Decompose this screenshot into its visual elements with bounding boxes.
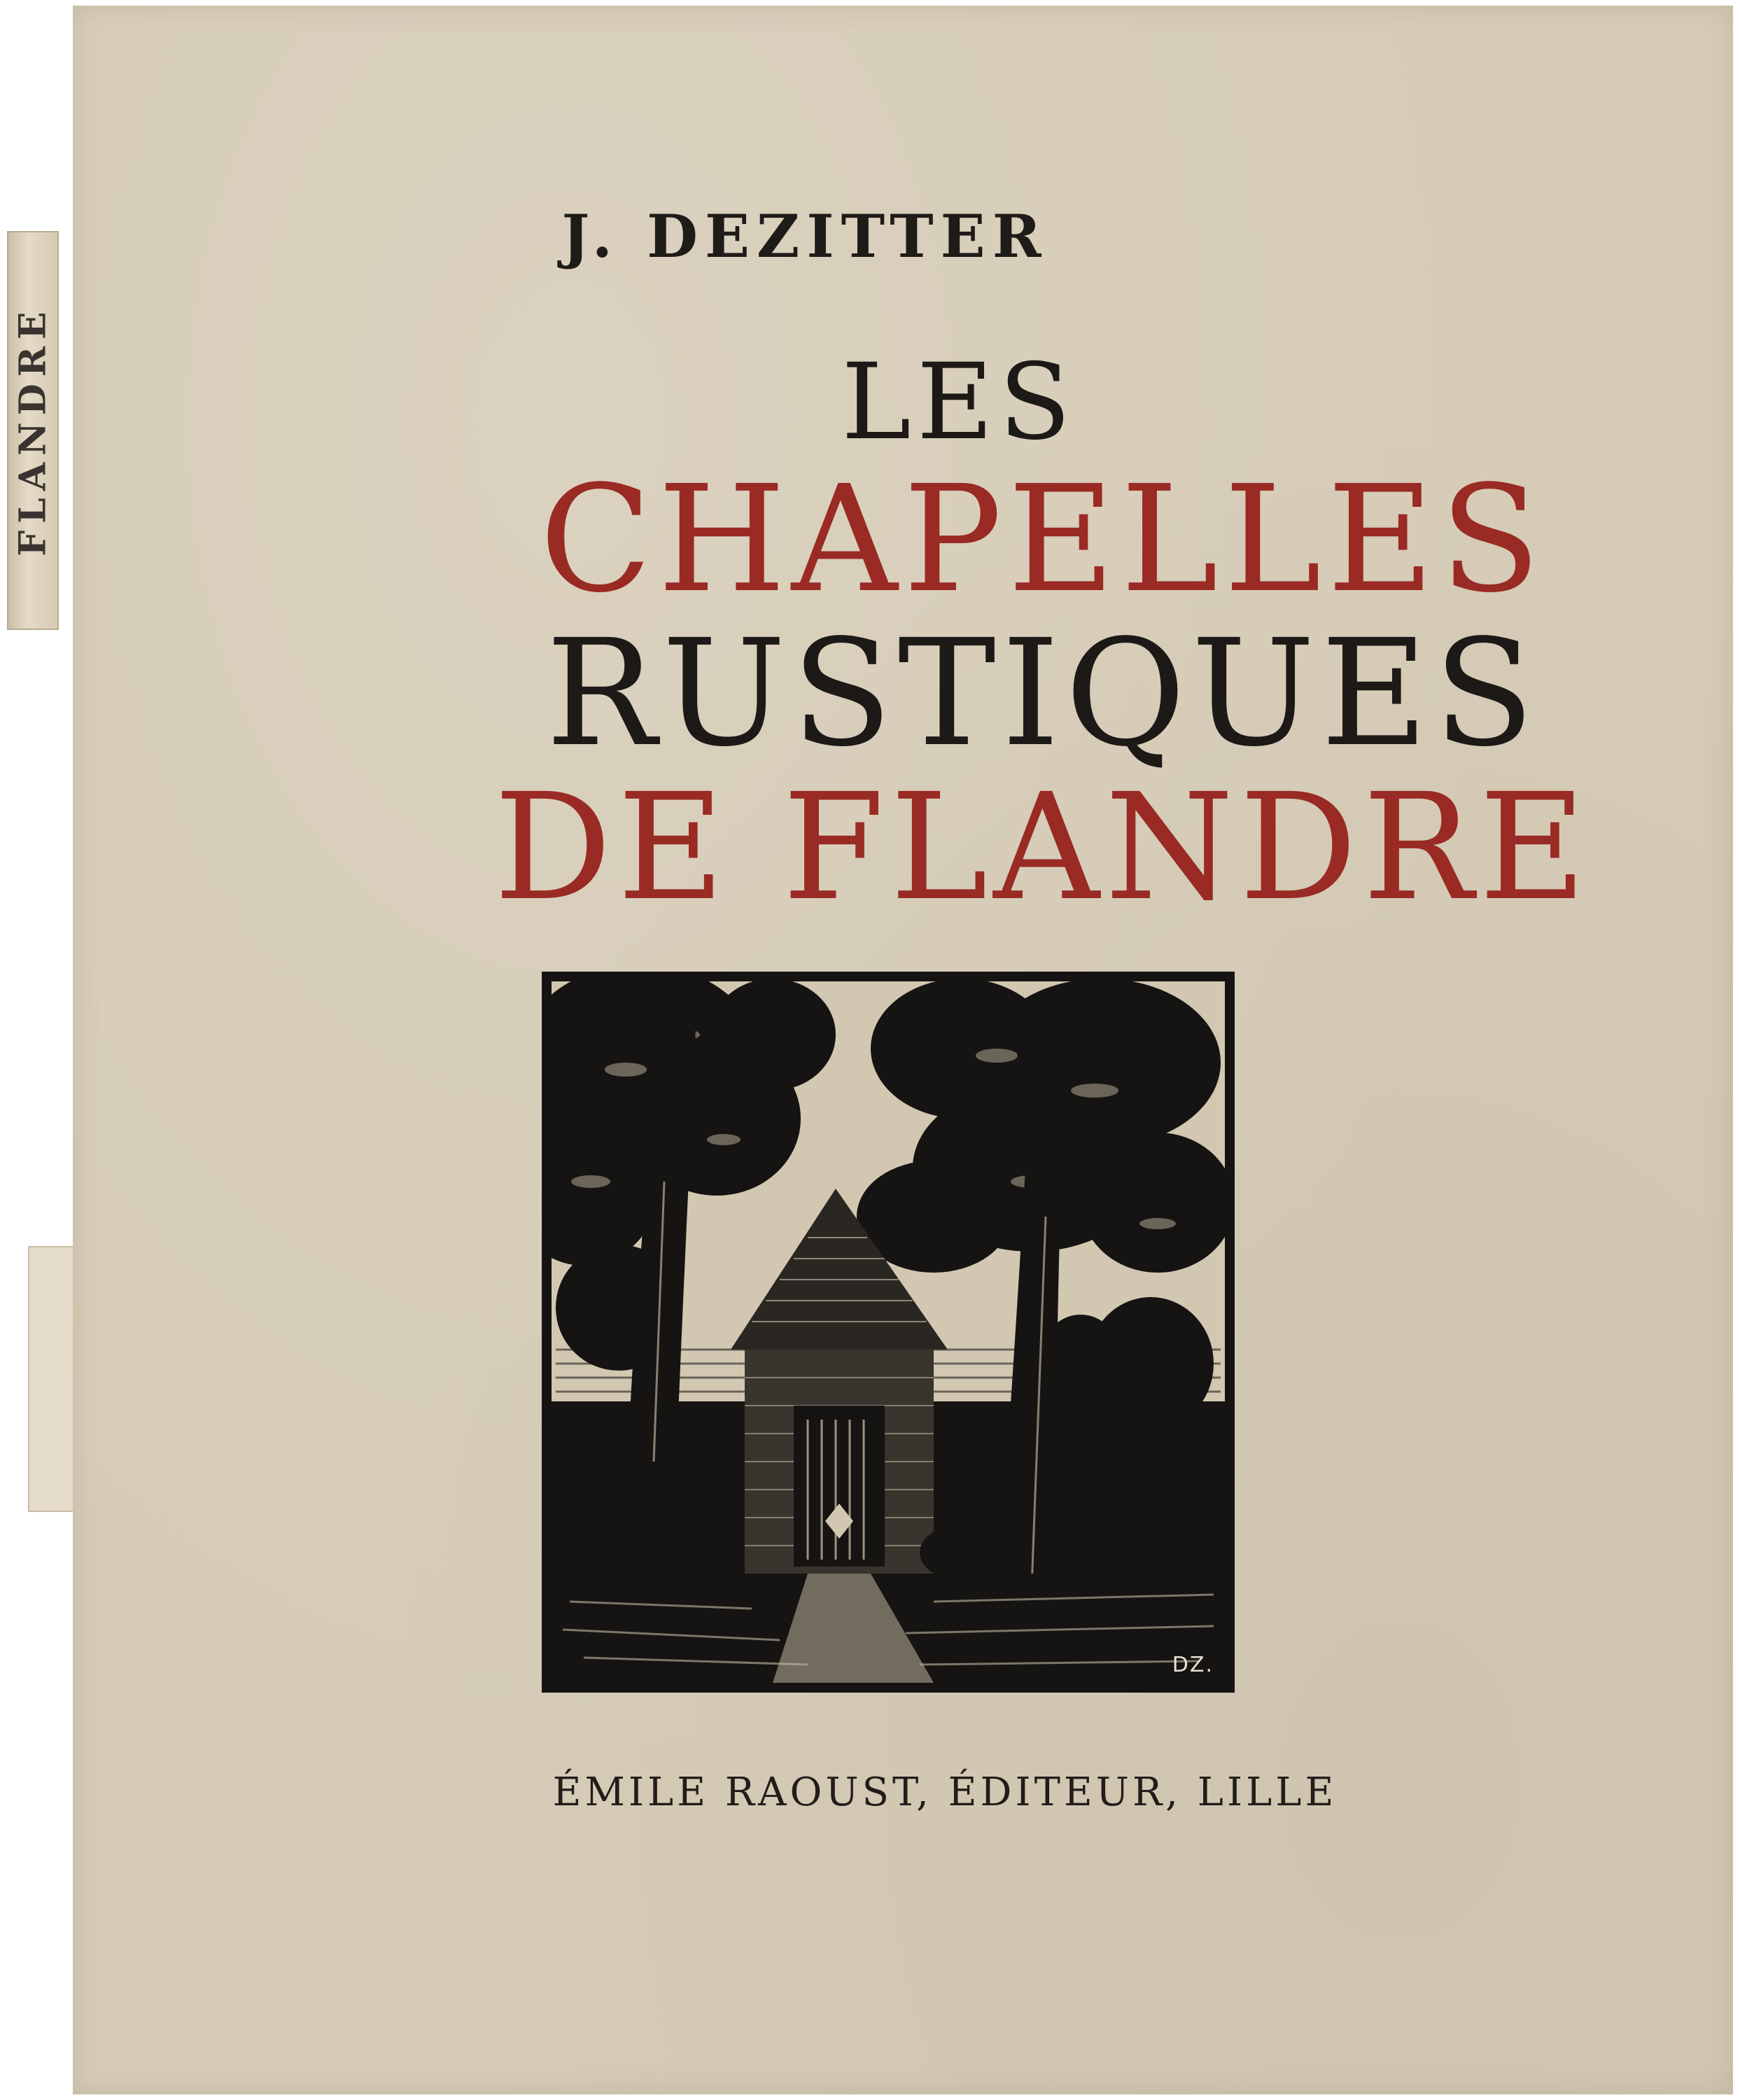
paper-tab <box>28 1246 77 1512</box>
artist-monogram: DZ. <box>1172 1653 1214 1677</box>
chapel-woodcut-image <box>542 972 1235 1693</box>
title-line-3: RUSTIQUES <box>545 608 1541 779</box>
title-line-4: DE FLANDRE <box>493 762 1592 933</box>
spine-title: FLANDRE <box>11 304 55 556</box>
title-line-1: LES <box>841 342 1076 463</box>
book-cover <box>73 6 1733 2094</box>
woodcut-illustration <box>542 972 1235 1693</box>
book-spine <box>7 231 59 630</box>
author-name: J. DEZITTER <box>561 202 1048 271</box>
publisher-line: ÉMILE RAOUST, ÉDITEUR, LILLE <box>552 1770 1338 1815</box>
title-line-2: CHAPELLES <box>539 454 1547 625</box>
